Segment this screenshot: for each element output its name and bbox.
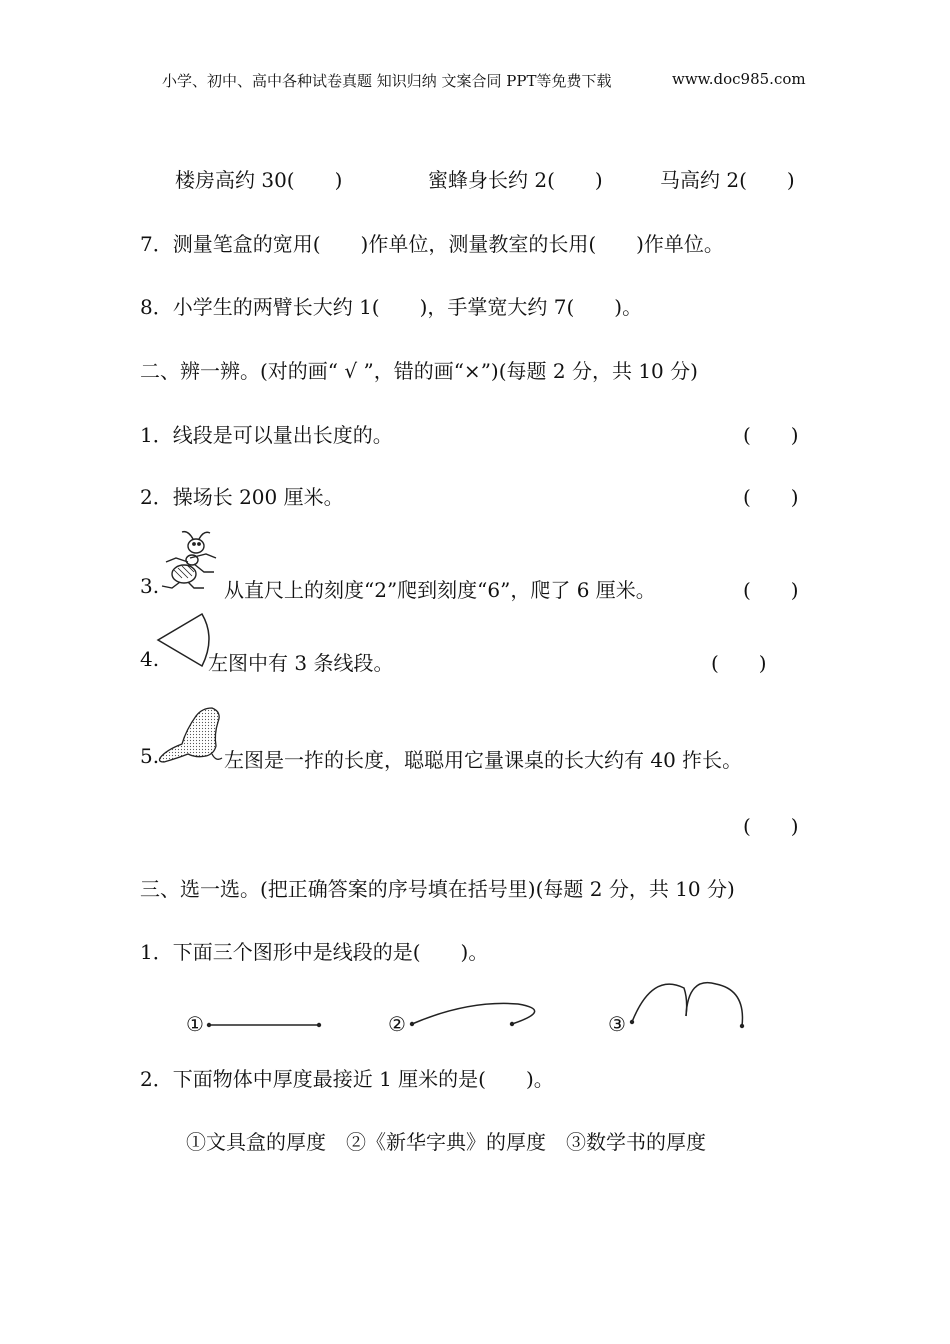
option-1-segment (206, 1018, 324, 1032)
option-2-curve (408, 998, 548, 1032)
fill-bee-length: 蜜蜂身长约 2( ) (428, 168, 603, 192)
choice-q1: 1．下面三个图形中是线段的是( )。 (140, 940, 489, 964)
option-2-label: ② (388, 1012, 406, 1036)
option-3-arcs (628, 980, 752, 1032)
ant-illustration (158, 528, 224, 590)
sector-shape (156, 612, 214, 668)
hand-span-illustration (156, 700, 226, 766)
judge-q3-number: 3. (140, 574, 160, 598)
fill-horse-height: 马高约 2( ) (660, 168, 795, 192)
judge-q3: 从直尺上的刻度“2”爬到刻度“6”，爬了 6 厘米。 (224, 578, 656, 602)
judge-q1: 1．线段是可以量出长度的。 (140, 423, 393, 447)
judge-q2: 2．操场长 200 厘米。 (140, 485, 344, 509)
judge-q4-number: 4. (140, 647, 160, 671)
question-7: 7．测量笔盒的宽用( )作单位，测量教室的长用( )作单位。 (140, 232, 724, 256)
judge-q5: 左图是一拃的长度，聪聪用它量课桌的长大约有 40 拃长。 (224, 748, 743, 772)
judge-q1-bracket: ( ) (743, 423, 799, 447)
question-8: 8．小学生的两臂长大约 1( )，手掌宽大约 7( )。 (140, 295, 643, 319)
judge-q5-number: 5. (140, 744, 160, 768)
judge-q4-bracket: ( ) (711, 651, 767, 675)
header-left: 小学、初中、高中各种试卷真题 知识归纳 文案合同 PPT等免费下载 (162, 72, 612, 90)
option-1-label: ① (186, 1012, 204, 1036)
section3-title: 三、选一选。(把正确答案的序号填在括号里)(每题 2 分，共 10 分) (140, 877, 735, 901)
judge-q2-bracket: ( ) (743, 485, 799, 509)
judge-q5-bracket: ( ) (743, 814, 799, 838)
judge-q4: 左图中有 3 条线段。 (208, 651, 394, 675)
choice-q2-options: ①文具盒的厚度 ②《新华字典》的厚度 ③数学书的厚度 (186, 1130, 706, 1154)
choice-q2: 2．下面物体中厚度最接近 1 厘米的是( )。 (140, 1067, 554, 1091)
section2-title: 二、辨一辨。(对的画“ √ ”，错的画“×”)(每题 2 分，共 10 分) (140, 359, 698, 383)
fill-building-height: 楼房高约 30( ) (175, 168, 343, 192)
judge-q3-bracket: ( ) (743, 578, 799, 602)
option-3-label: ③ (608, 1012, 626, 1036)
header-right: www.doc985.com (672, 70, 806, 88)
